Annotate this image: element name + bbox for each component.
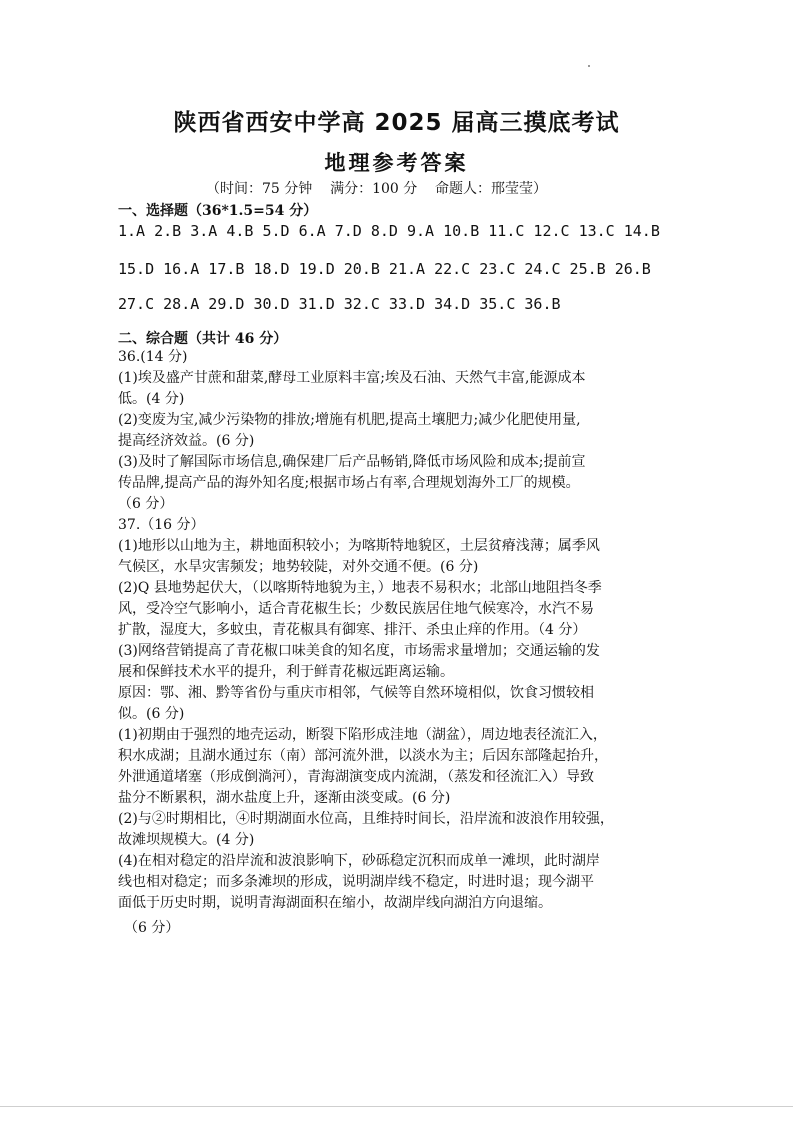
body-line: (4)在相对稳定的沿岸流和波浪影响下，砂砾稳定沉积而成单一滩坝，此时湖岸 (118, 853, 600, 869)
body-line: 线也相对稳定；而多条滩坝的形成，说明湖岸线不稳定，时进时退；现今湖平 (118, 874, 594, 890)
body-line: (2)Q 县地势起伏大，（以喀斯特地貌为主，）地表不易积水；北部山地阻挡冬季 (118, 580, 602, 596)
body-line: 37.（16 分） (118, 517, 205, 533)
body-line: 传品牌,提高产品的海外知名度;根据市场占有率,合理规划海外工厂的规模。 (118, 475, 580, 491)
body-line: 盐分不断累积，湖水盐度上升，逐渐由淡变咸。(6 分) (118, 790, 451, 806)
body-line: (1)初期由于强烈的地壳运动，断裂下陷形成洼地（湖盆），周边地表径流汇入， (118, 727, 607, 743)
page-title: 陕西省西安中学高 2025 届高三摸底考试 (173, 110, 620, 136)
body-line: 面低于历史时期，说明青海湖面积在缩小，故湖岸线向湖泊方向退缩。 (118, 895, 552, 911)
final-score-note: （6 分） (124, 920, 180, 936)
body-line: 似。(6 分) (118, 706, 185, 722)
section-2-heading: 二、综合题（共计 46 分） (118, 331, 288, 347)
body-line: 气候区，水旱灾害频发；地势较陡，对外交通不便。(6 分) (118, 559, 479, 575)
exam-meta: （时间：75 分钟 满分：100 分 命题人：邢莹莹） (206, 181, 548, 197)
answer-row-1: 1.A 2.B 3.A 4.B 5.D 6.A 7.D 8.D 9.A 10.B 11.C 12.C 13.C 14.B (118, 222, 660, 240)
body-line: (3)及时了解国际市场信息,确保建厂后产品畅销,降低市场风险和成本;提前宣 (118, 454, 586, 470)
body-line: (3)网络营销提高了青花椒口味美食的知名度，市场需求量增加；交通运输的发 (118, 643, 600, 659)
body-line: 提高经济效益。(6 分) (118, 433, 255, 449)
body-line: （6 分） (118, 496, 174, 512)
answer-row-2: 15.D 16.A 17.B 18.D 19.D 20.B 21.A 22.C 23.C 24.C 25.B 26.B (118, 260, 651, 278)
body-line: 故滩坝规模大。(4 分) (118, 832, 255, 848)
body-line: 扩散，湿度大，多蚊虫，青花椒具有御寒、排汗、杀虫止痒的作用。（4 分） (118, 622, 587, 638)
body-line: (2)与②时期相比，④时期湖面水位高，且维持时间长，沿岸流和波浪作用较强， (118, 811, 614, 827)
body-line: (1)地形以山地为主，耕地面积较小；为喀斯特地貌区，土层贫瘠浅薄；属季风 (118, 538, 600, 554)
body-line: 36.(14 分) (118, 349, 188, 365)
section-1-heading: 一、选择题（36*1.5=54 分） (118, 203, 318, 219)
body-line: 外泄通道堵塞（形成倒淌河），青海湖演变成内流湖，（蒸发和径流汇入）导致 (118, 769, 594, 785)
scan-speck (588, 65, 590, 67)
body-line: 展和保鲜技术水平的提升，利于鲜青花椒远距离运输。 (118, 664, 454, 680)
answer-row-3: 27.C 28.A 29.D 30.D 31.D 32.C 33.D 34.D 35.C 36.B (118, 295, 561, 313)
body-line: 低。(4 分) (118, 391, 185, 407)
body-line: 原因：鄂、湘、黔等省份与重庆市相邻，气候等自然环境相似，饮食习惯较相 (118, 685, 594, 701)
body-line: (2)变废为宝,减少污染物的排放;增施有机肥,提高土壤肥力;减少化肥使用量, (118, 412, 581, 428)
body-line: (1)埃及盛产甘蔗和甜菜,酵母工业原料丰富;埃及石油、天然气丰富,能源成本 (118, 370, 586, 386)
body-line: 风，受冷空气影响小，适合青花椒生长；少数民族居住地气候寒冷，水汽不易 (118, 601, 594, 617)
page-subtitle: 地理参考答案 (324, 150, 469, 175)
section-2-body (118, 347, 678, 914)
page-bottom-divider (0, 1106, 793, 1107)
body-line: 积水成湖；且湖水通过东（南）部河流外泄，以淡水为主；后因东部隆起抬升， (118, 748, 608, 764)
